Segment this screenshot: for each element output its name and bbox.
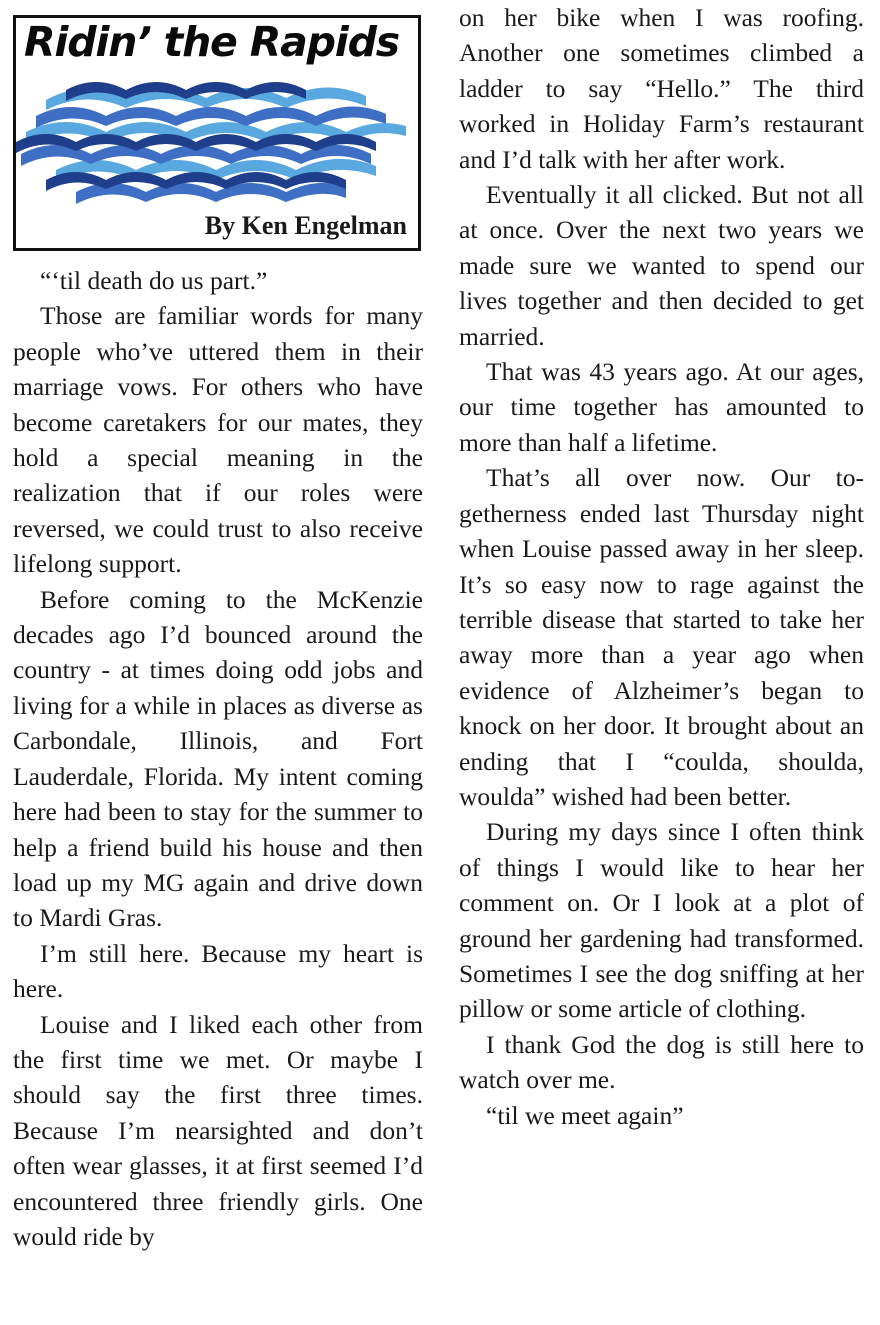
column-header [13,15,421,251]
article-paragraph: That was 43 years ago. At our ages, our time together has amounted to more than half a lifetime. [459,357,864,457]
article-paragraph: Eventually it all clicked. But not all at once. Over the next two years we made sure we wanted to spend our lives together and then decided to get married. [459,180,864,351]
article-paragraph: I’m still here. Because my heart is here. [13,938,423,1004]
closing-line: “til we meet again” [486,1100,684,1130]
article-paragraph: During my days since I often think of things I would like to hear her comment on. Or I look at a plot of ground her gardening had transformed. Sometimes I see the dog sniffing at her pillow or some article of clothing. [459,817,864,1024]
article-column-left [13,0,423,1254]
article-paragraph: Louise and I liked each other from the first time we met. Or maybe I should say the first three times. Because I’m nearsighted and don’t often wear glasses, it at first seemed I’d encountered three friendly girls. One would ride by [13,1009,423,1251]
article-paragraph: “‘til death do us part.” [40,266,268,295]
byline: By Ken Engelman [204,211,407,240]
article-paragraph: That’s all over now. Our to-getherness ended last Thursday night when Louise passed away in her sleep. It’s so easy now to rage against the terrible disease that started to take her away more than a year ago when evidence of Alzheimer’s began to knock on her door. It brought about an ending that I “coulda, shoulda, woulda” wished had been better. [459,463,864,811]
article-paragraph: on her bike when I was roofing. Another one sometimes climbed a ladder to say “Hello.” The third worked in Holiday Farm’s restaurant and I’d talk with her after work. [459,3,864,174]
article-paragraph: Those are familiar words for many people who’ve uttered them in their marriage vows. For others who have become caretakers for our mates, they hold a special meaning in the realization that if our roles were reversed, we could trust to also receive lifelong support. [13,301,423,579]
article-paragraph: Before coming to the McKenzie decades ago I’d bounced around the country - at times doing odd jobs and living for a while in places as diverse as Carbondale, Illinois, and Fort Lauderdale, Florida. My intent coming here had been to stay for the summer to help a friend build his house and then load up my MG again and drive down to Mardi Gras. [13,584,423,933]
article-column-right [459,0,864,1133]
rapids-waves-illustration [16,70,418,210]
article-paragraph: I thank God the dog is still here to watch over me. [459,1029,864,1095]
column-title: Ridin’ the Rapids [24,18,399,66]
wave-row [21,106,386,204]
